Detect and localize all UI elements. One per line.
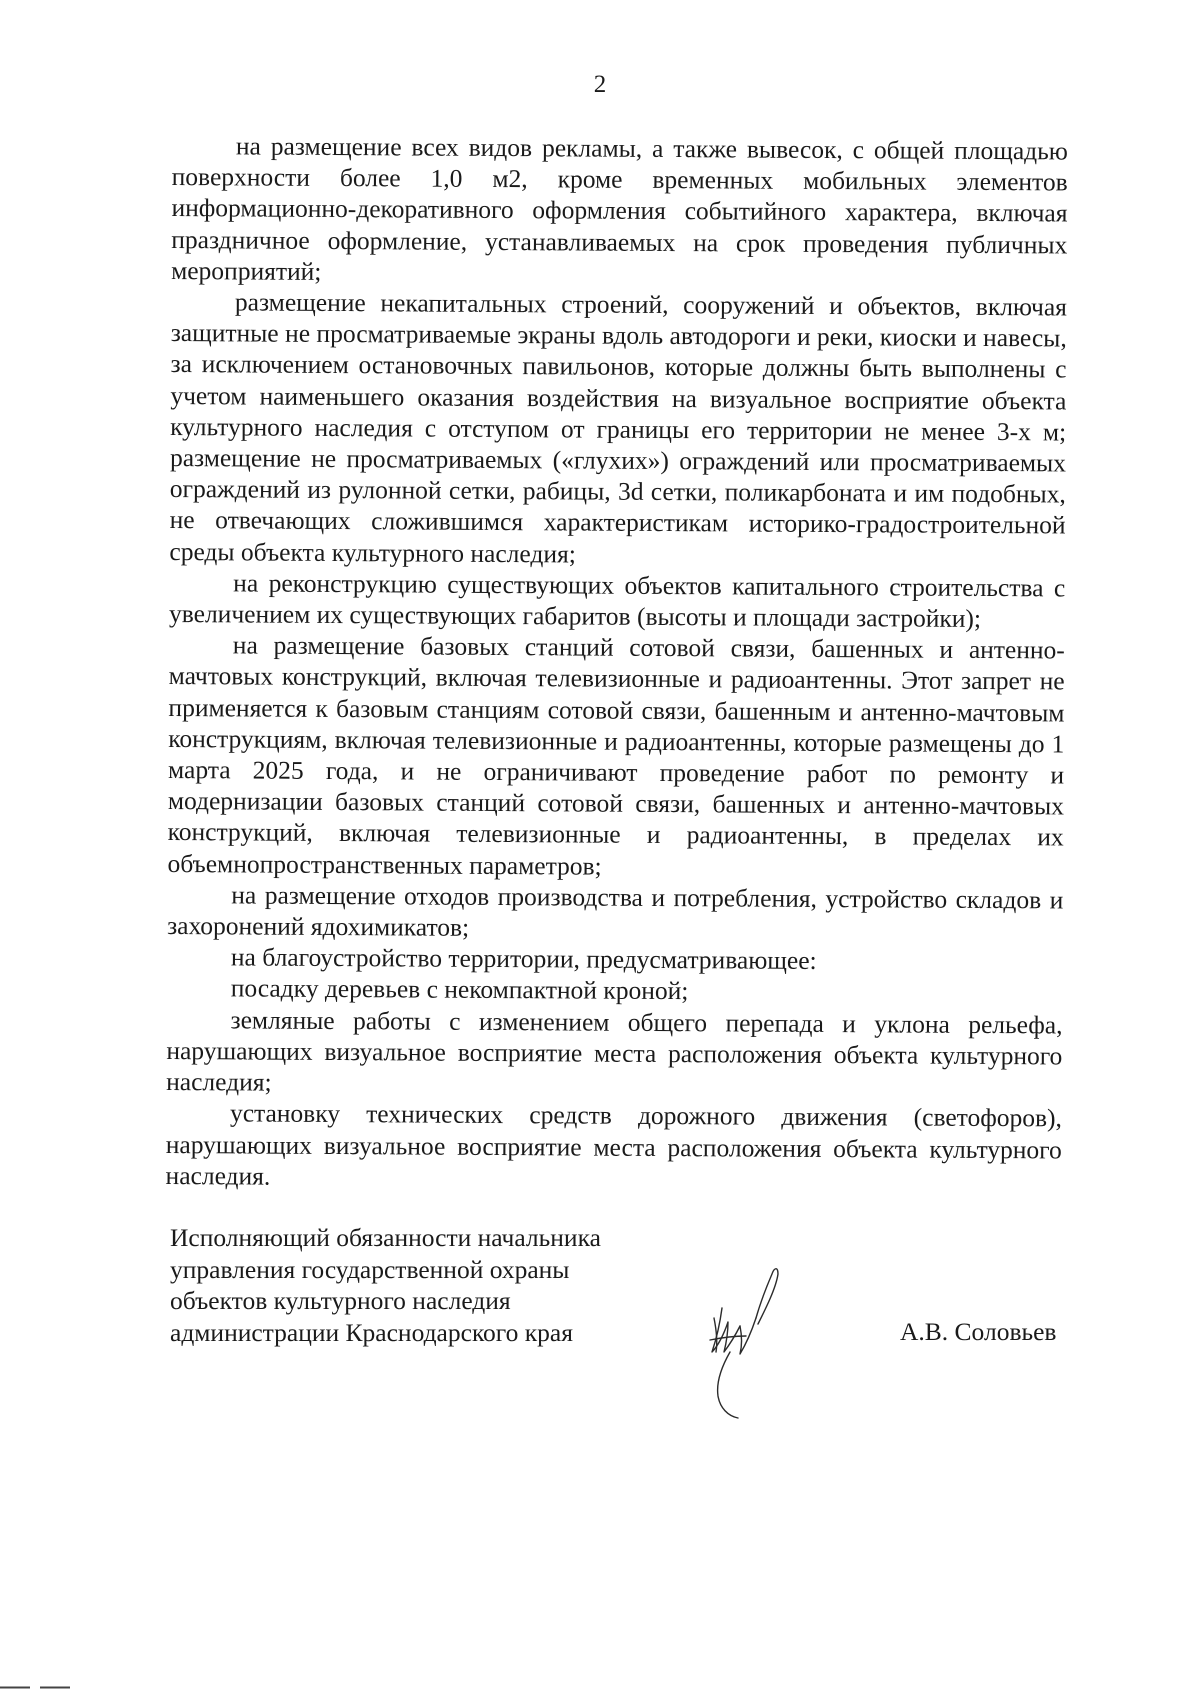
signer-position-line: управления государственной охраны <box>170 1254 570 1284</box>
paragraph-reconstruction: на реконструкцию существующих объектов капитального строительства с увеличением их существующих габаритов (высоты и площади застройки); <box>168 568 1066 633</box>
paragraph-trees: посадку деревьев с некомпактной кроной; <box>230 973 689 1006</box>
paragraph-waste: на размещение отходов производства и потребления, устройство складов и захоронений ядохимикатов; <box>167 880 1064 942</box>
paragraph-earthworks: земляные работы с изменением общего перепада и уклона рельефа, нарушающих визуальное восприятие места расположения объекта культурного наследия; <box>166 1005 1063 1097</box>
paragraph-traffic-lights: установку технических средств дорожного движения (светофоров), нарушающих визуальное восприятие места расположения объекта культурного наследия. <box>165 1098 1063 1191</box>
document-body <box>166 130 1068 1196</box>
paragraph-landscaping: на благоустройство территории, предусматривающее: <box>230 942 817 976</box>
signer-name: А.В. Соловьев <box>900 1317 1057 1346</box>
signer-position <box>170 1222 601 1348</box>
handwritten-signature <box>700 1248 810 1428</box>
page-number: 2 <box>593 71 607 98</box>
paragraph-non-capital-structures: размещение некапитальных строений, сооружений и объектов, включая защитные не просматриваемые экраны вдоль автодороги и реки, киоски и навесы, за исключением остановочных павильонов, которые должны быть выполнены с учетом наименьшего оказания воздействия на визуальное восприятие объекта культурного наследия с отступом от границы его территории не менее 3-х м; размещение не просматриваемых («глухих») ограждений или просматриваемых ограждений из рулонной сетки, рабицы, 3d сетки, поликарбоната и им подобных, не отвечающих сложившимся характеристикам историко-градостроительной среды объекта культурного наследия; <box>169 287 1068 569</box>
scan-edge-mark <box>0 1686 72 1689</box>
signer-position-line: объектов культурного наследия <box>170 1286 511 1315</box>
paragraph-base-stations: на размещение базовых станций сотовой связи, башенных и антенно-мачтовых конструкций, включая телевизионные и радиоантенны. Этот запрет не применяется к базовым станциям сотовой связи, башенным и антенно-мачтовым конструкциям, включая телевизионные и радиоантенны, которые размещены до 1 марта 2025 года, и не ограничивают проведение работ по ремонту и модернизации базовых станций сотовой связи, башенных и антенно-мачтовых конструкций, включая телевизионные и радиоантенны, в пределах их объемнопространственных параметров; <box>167 630 1065 881</box>
signer-position-line: Исполняющий обязанности начальника <box>170 1223 601 1252</box>
paragraph-advertising: на размещение всех видов рекламы, а также вывесок, с общей площадью поверхности более 1,0 м2, кроме временных мобильных элементов информационно-декоративного оформления событийного характера, включая праздничное оформление, устанавливаемых на срок проведения публичных мероприятий; <box>171 131 1068 286</box>
signer-position-line: администрации Краснодарского края <box>170 1317 573 1347</box>
